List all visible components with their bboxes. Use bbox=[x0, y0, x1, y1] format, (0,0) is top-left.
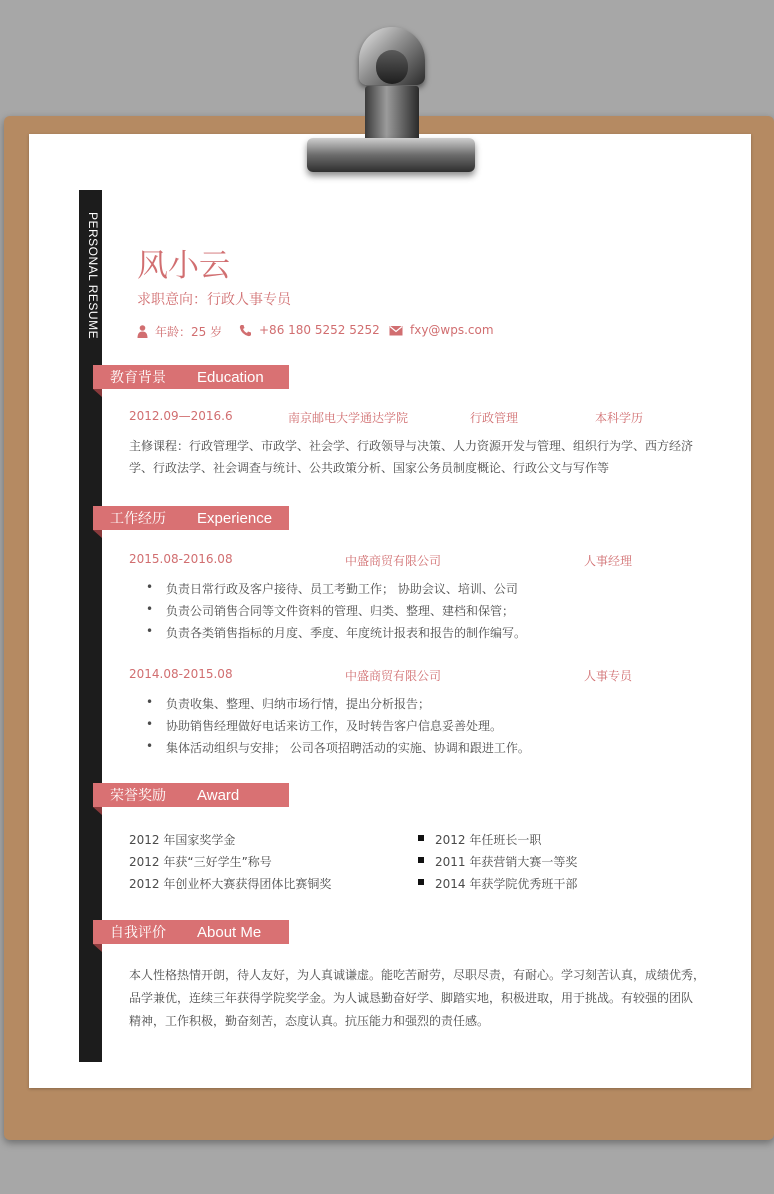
job-duty: • 负责各类销售指标的月度、季度、年度统计报表和报告的制作编写。 bbox=[166, 624, 526, 641]
binder-clip-hinge bbox=[365, 86, 419, 142]
award-item: 2012 年国家奖学金 bbox=[129, 833, 236, 847]
job-intent: 求职意向：行政人事专员 bbox=[137, 292, 291, 308]
education-school: 南京邮电大学通达学院 bbox=[288, 411, 409, 425]
job-company: 中盛商贸有限公司 bbox=[345, 669, 442, 683]
award-item: 2012 年创业杯大赛获得团体比赛铜奖 bbox=[129, 877, 332, 891]
phone-icon bbox=[239, 324, 252, 337]
section-about-header bbox=[93, 920, 289, 944]
job-duty: • 负责收集、整理、归纳市场行情，提出分析报告； bbox=[166, 695, 430, 712]
section-award-header bbox=[93, 783, 289, 807]
section-title-en: Award bbox=[197, 786, 240, 804]
award-item: 2011 年获营销大赛一等奖 bbox=[435, 855, 578, 869]
section-title-en: Education bbox=[197, 368, 264, 386]
job-duty: • 负责公司销售合同等文件资料的管理、归类、整理、建档和保管； bbox=[166, 602, 514, 619]
about-line: 品学兼优，连续三年获得学院奖学金。为人诚恳勤奋好学、脚踏实地，积极进取，用于挑战。有较强的团队 bbox=[129, 991, 694, 1005]
education-courses-line-1: 主修课程：行政管理学、市政学、社会学、行政领导与决策、人力资源开发与管理、组织行为学、西方经济 bbox=[129, 439, 694, 453]
job-company: 中盛商贸有限公司 bbox=[345, 554, 442, 568]
about-line: 本人性格热情开朗，待人友好，为人真诚谦虚。能吃苦耐劳，尽职尽责，有耐心。学习刻苦认真，成绩优秀， bbox=[129, 968, 706, 982]
education-major: 行政管理 bbox=[470, 411, 519, 425]
education-courses-line-2: 学、行政法学、社会调查与统计、公共政策分析、国家公务员制度概论、行政公文与写作等 bbox=[129, 461, 610, 475]
person-icon bbox=[137, 325, 148, 338]
section-title-en: Experience bbox=[197, 509, 273, 527]
education-period: 2012.09—2016.6 bbox=[129, 409, 233, 423]
job-duty: • 协助销售经理做好电话来访工作，及时转告客户信息妥善处理。 bbox=[166, 717, 502, 734]
section-experience-header bbox=[93, 506, 289, 530]
mail-icon bbox=[389, 324, 403, 336]
binder-clip-hole bbox=[376, 50, 408, 84]
about-line: 精神，工作积极，勤奋刻苦，态度认真。抗压能力和强烈的责任感。 bbox=[129, 1014, 490, 1028]
section-title-cn: 荣誉奖励 bbox=[110, 788, 166, 804]
job-duty: • 集体活动组织与安排； 公司各项招聘活动的实施、协调和跟进工作。 bbox=[166, 739, 530, 756]
award-item: 2014 年获学院优秀班干部 bbox=[435, 877, 578, 891]
section-title-cn: 工作经历 bbox=[110, 511, 166, 527]
award-item: 2012 年获“三好学生”称号 bbox=[129, 855, 272, 869]
award-item: 2012 年任班长一职 bbox=[435, 833, 542, 847]
job-period: 2015.08-2016.08 bbox=[129, 552, 233, 566]
email-text: fxy@wps.com bbox=[410, 323, 494, 337]
section-title-en: About Me bbox=[197, 923, 262, 941]
section-title-cn: 自我评价 bbox=[110, 925, 166, 941]
section-title-cn: 教育背景 bbox=[110, 370, 166, 386]
age-info bbox=[137, 323, 222, 340]
job-role: 人事专员 bbox=[584, 669, 633, 683]
education-degree: 本科学历 bbox=[595, 411, 644, 425]
job-duty: • 负责日常行政及客户接待、员工考勤工作； 协助会议、培训、公司 bbox=[166, 580, 518, 597]
email-info bbox=[389, 323, 494, 337]
side-label: PERSONAL RESUME bbox=[86, 212, 100, 340]
age-text: 年龄：25 岁 bbox=[155, 325, 223, 339]
candidate-name: 风小云 bbox=[137, 248, 230, 284]
phone-info bbox=[239, 323, 380, 337]
binder-clip-base bbox=[307, 138, 475, 172]
job-role: 人事经理 bbox=[584, 554, 633, 568]
job-period: 2014.08-2015.08 bbox=[129, 667, 233, 681]
phone-text: +86 180 5252 5252 bbox=[259, 323, 380, 337]
section-education-header bbox=[93, 365, 289, 389]
